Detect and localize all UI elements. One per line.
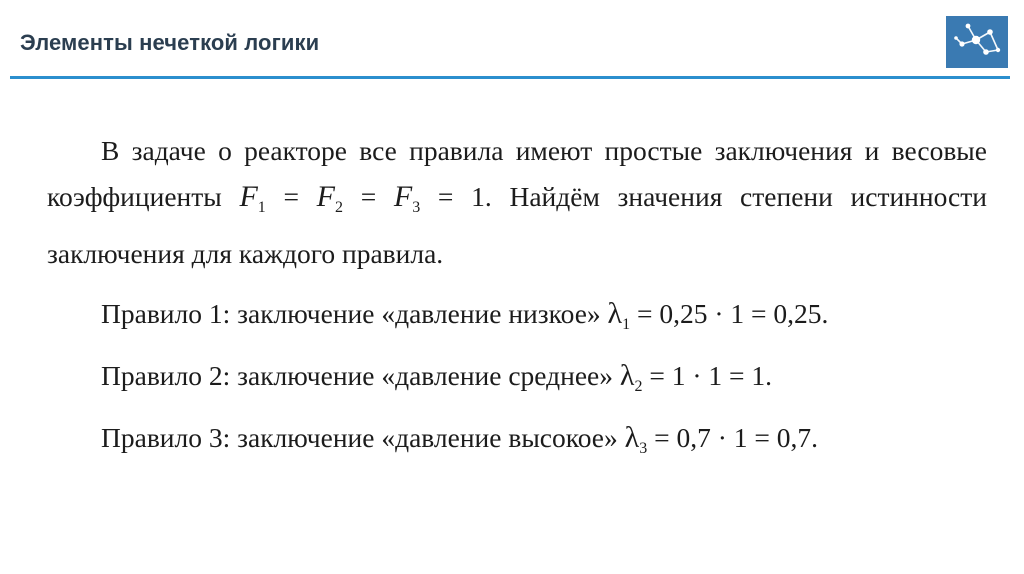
intro-text-part1: В задаче о реакторе все правила имеют простые заключения и весовые коэффициенты <box>47 135 987 212</box>
weight-f3: $F_3$ <box>393 180 421 216</box>
title-divider <box>10 76 1010 79</box>
lambda-1: $\lambda_1$ <box>607 297 631 333</box>
slide-content <box>47 128 987 461</box>
rule-3-line: Правило 3: заключение «давление высокое» $\lambda_3 = 0,7 \cdot 1 = 0,7$. <box>101 421 819 457</box>
lambda-2: $\lambda_2$ <box>619 359 643 395</box>
rule-1-line: Правило 1: заключение «давление низкое» $\lambda_1 = 0,25 \cdot 1 = 0,25$. <box>101 297 829 333</box>
weight-f2: $F_2$ <box>316 180 343 216</box>
rule-2-line: Правило 2: заключение «давление среднее» $\lambda_2 = 1 \cdot 1 = 1$. <box>101 359 772 395</box>
intro-text-part2: Найдём значения степени истинности заключения для каждого правила. <box>47 181 987 269</box>
lambda-3: $\lambda_3$ <box>624 421 648 457</box>
molecule-network-icon <box>946 16 1008 68</box>
slide-title: Элементы нечеткой логики <box>20 30 320 55</box>
logo <box>946 16 1008 68</box>
weight-f1: $F_1$ <box>239 180 266 216</box>
intro-paragraph: В задаче о реакторе все правила имеют простые заключения и весовые коэффициенты $F_1 = F_2 = F_3 = 1$. Найдём значения степени истинности заключения для каждого правила. <box>47 135 987 269</box>
